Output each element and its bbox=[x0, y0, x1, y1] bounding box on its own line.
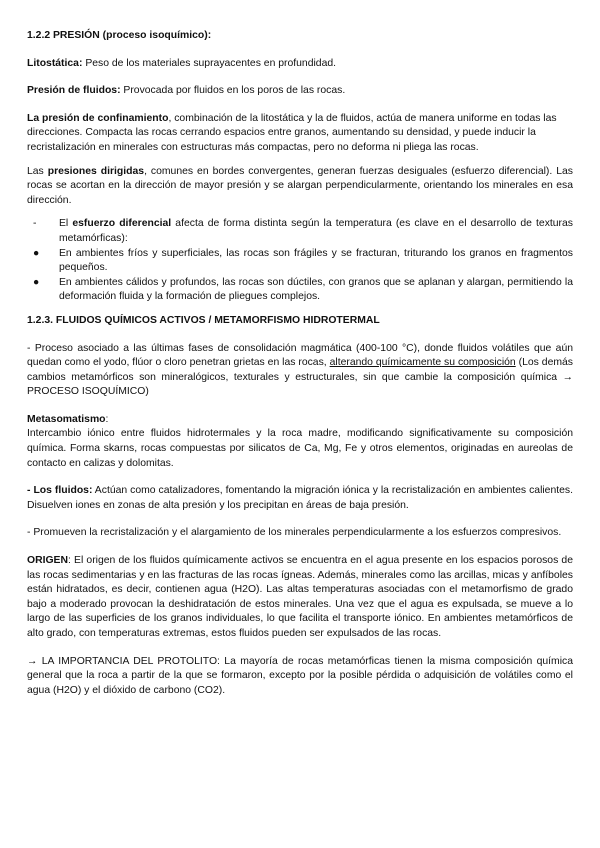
paragraph-metasomatismo: Intercambio iónico entre fluidos hidrotermales y la roca madre, modificando significativamente su composición química. Forma skarns, rocas compuestas por silicatos de Ca, Mg, Fe y otros elementos, originadas en aureolas de contacto en calizas y dolomitas. bbox=[27, 428, 573, 469]
paragraph-protolito: → LA IMPORTANCIA DEL PROTOLITO: La mayoría de rocas metamórficas tienen la misma composición química general que la roca a partir de la que se formaron, excepto por la posible pérdida o adquisición de volátiles como el agua (H2O) y el dióxido de carbono (CO2). bbox=[27, 655, 573, 696]
term-origen: ORIGEN bbox=[27, 555, 68, 567]
document-page bbox=[27, 29, 573, 698]
dash-marker: - bbox=[33, 218, 37, 230]
section-heading-presion: 1.2.2 PRESIÓN (proceso isoquímico): bbox=[27, 30, 212, 41]
paragraph-presion-fluidos: Presión de fluidos: Provocada por fluidos en los poros de las rocas. bbox=[27, 85, 346, 97]
term-presiones-dirigidas: presiones dirigidas bbox=[47, 165, 145, 177]
underlined-phrase: alterando químicamente su composición bbox=[329, 357, 516, 369]
paragraph-los-fluidos: - Los fluidos: Actúan como catalizadores, fomentando la migración iónica y la recristalización en ambientes calientes. Disuelven iones en zonas de alta presión y los precipitan en áreas de baja presión. bbox=[27, 485, 573, 511]
paragraph-proceso-asociado: - Proceso asociado a las últimas fases de consolidación magmática (400-100 °C), donde fluidos volátiles que aún quedan como el yodo, flúor o cloro penetran grietas en las rocas, alterando químicamente su composición (Los demás cambios metamórficos son mineralógicos, texturales y estructurales, sin que cambie la composición química → PROCESO ISOQUÍMICO) bbox=[27, 342, 573, 398]
list-item: ● En ambientes cálidos y profundos, las rocas son dúctiles, con granos que se aplanan y alargan, permitiendo la deformación fluida y la formación de pliegues complejos. bbox=[33, 276, 573, 303]
list-item: ● En ambientes fríos y superficiales, las rocas son frágiles y se fracturan, triturando los granos en fragmentos pequeños. bbox=[33, 247, 573, 274]
term-presion-fluidos: Presión de fluidos: bbox=[27, 85, 121, 97]
paragraph-promueven: - Promueven la recristalización y el alargamiento de los minerales perpendicularmente a los esfuerzos compresivos. bbox=[27, 527, 562, 539]
paragraph-confinamiento: La presión de confinamiento, combinación de la litostática y la de fluidos, actúa de manera uniforme en todas las direcciones. Compacta las rocas cerrando espacios entre granos, aumentando su densidad, y puede inducir la recristalización en minerales con estructuras más compactas, pero no deforma ni pliega las rocas. bbox=[27, 112, 557, 153]
paragraph-litostatica: Litostática: Peso de los materiales suprayacentes en profundidad. bbox=[27, 57, 337, 69]
bullet-marker: ● bbox=[33, 247, 40, 259]
section-heading-fluidos: 1.2.3. FLUIDOS QUÍMICOS ACTIVOS / METAMORFISMO HIDROTERMAL bbox=[27, 314, 380, 326]
term-los-fluidos: - Los fluidos: bbox=[27, 485, 93, 497]
term-confinamiento: La presión de confinamiento bbox=[27, 112, 169, 124]
paragraph-origen: ORIGEN: El origen de los fluidos químicamente activos se encuentra en el agua presente en los espacios porosos de las rocas sedimentarias y en las fracturas de las rocas ígneas. Además, minerales como las arcillas, micas y anfíboles están hidratados, es decir, contienen agua (H2O). Las altas temperaturas asociadas con el metamorfismo de grado bajo a moderado provocan la deshidratación de estos minerales. Una vez que el agua es expulsada, se mueve a lo largo de las superficies de los granos individuales, lo que facilita el transporte iónico. En ambientes metamórficos de alto grado, con temperaturas extremas, estos fluidos pueden ser expulsados de las rocas. bbox=[27, 555, 573, 639]
list-item: - El esfuerzo diferencial afecta de forma distinta según la temperatura (es clave en el desarrollo de texturas metamórficas): bbox=[33, 218, 573, 244]
bullet-marker: ● bbox=[33, 276, 40, 288]
metasomatismo-heading: Metasomatismo: bbox=[27, 413, 109, 425]
term-esfuerzo-diferencial: esfuerzo diferencial bbox=[72, 218, 172, 230]
paragraph-presiones-dirigidas: Las presiones dirigidas, comunes en bordes convergentes, generan fuerzas desiguales (esfuerzo diferencial). Las rocas se acortan en la dirección de mayor presión y se alargan perpendicularmente, orientando los minerales en esa dirección. bbox=[27, 165, 573, 206]
term-litostatica: Litostática: bbox=[27, 57, 83, 69]
esfuerzo-list bbox=[27, 217, 573, 305]
